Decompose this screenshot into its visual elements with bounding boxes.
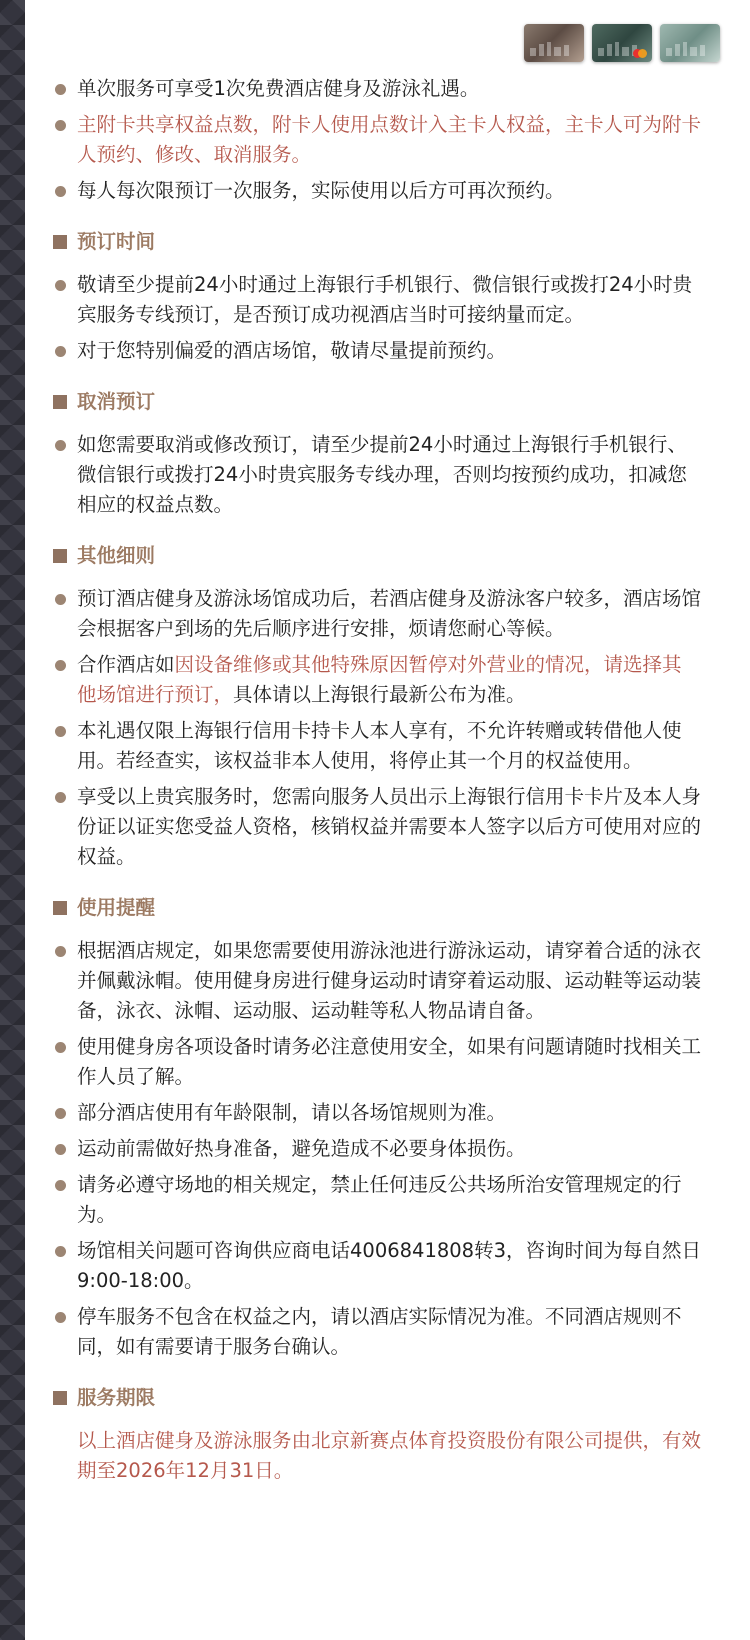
list-item: 对于您特别偏爱的酒店场馆，敬请尽量提前预约。: [53, 336, 701, 366]
list-item: 请务必遵守场地的相关规定，禁止任何违反公共场所治安管理规定的行为。: [53, 1170, 701, 1230]
list-item: 停车服务不包含在权益之内，请以酒店实际情况为准。不同酒店规则不同，如有需要请于服务台确认。: [53, 1302, 701, 1362]
list-item-text: 合作酒店如: [77, 653, 175, 676]
list-item: 根据酒店规定，如果您需要使用游泳池进行游泳运动，请穿着合适的泳衣并佩戴泳帽。使用健身房进行健身运动时请穿着运动服、运动鞋等运动装备，泳衣、泳帽、运动服、运动鞋等私人物品请自备。: [53, 936, 701, 1026]
list-item: [53, 650, 701, 710]
list-item: 敬请至少提前24小时通过上海银行手机银行、微信银行或拨打24小时贵宾服务专线预订，是否预订成功视酒店当时可接纳量而定。: [53, 270, 701, 330]
list-item: 享受以上贵宾服务时，您需向服务人员出示上海银行信用卡卡片及本人身份证以证实您受益人资格，核销权益并需要本人签字以后方可使用对应的权益。: [53, 782, 701, 872]
card-images-group: [524, 24, 720, 62]
list-item: 如您需要取消或修改预订，请至少提前24小时通过上海银行手机银行、微信银行或拨打24小时贵宾服务专线办理，否则均按预约成功，扣减您相应的权益点数。: [53, 430, 701, 520]
list-item: 单次服务可享受1次免费酒店健身及游泳礼遇。: [53, 74, 701, 104]
credit-card-image-3: [660, 24, 720, 62]
list-item: 每人每次限预订一次服务，实际使用以后方可再次预约。: [53, 176, 701, 206]
list-item: 本礼遇仅限上海银行信用卡持卡人本人享有，不允许转赠或转借他人使用。若经查实，该权益非本人使用，将停止其一个月的权益使用。: [53, 716, 701, 776]
list-item: 使用健身房各项设备时请务必注意使用安全，如果有问题请随时找相关工作人员了解。: [53, 1032, 701, 1092]
list-item: 运动前需做好热身准备，避免造成不必要身体损伤。: [53, 1134, 701, 1164]
mastercard-logo-icon: [633, 49, 647, 58]
section-title-usage-reminder: 使用提醒: [53, 894, 701, 922]
list-item: 部分酒店使用有年龄限制，请以各场馆规则为准。: [53, 1098, 701, 1128]
terms-content: [53, 74, 701, 1486]
section-title-booking-time: 预订时间: [53, 228, 701, 256]
decorative-side-band: [0, 0, 25, 1640]
card-skyline-graphic: [530, 42, 578, 56]
list-item-text: 具体请以上海银行最新公布为准。: [233, 683, 526, 706]
section-title-cancel-booking: 取消预订: [53, 388, 701, 416]
list-item: 场馆相关问题可咨询供应商电话4006841808转3，咨询时间为每自然日9:00-18:00。: [53, 1236, 701, 1296]
list-item-highlight: 主附卡共享权益点数，附卡人使用点数计入主卡人权益，主卡人可为附卡人预约、修改、取消服务。: [53, 110, 701, 170]
credit-card-image-2: [592, 24, 652, 62]
list-item: 预订酒店健身及游泳场馆成功后，若酒店健身及游泳客户较多，酒店场馆会根据客户到场的先后顺序进行安排，烦请您耐心等候。: [53, 584, 701, 644]
credit-card-image-1: [524, 24, 584, 62]
section-title-service-period: 服务期限: [53, 1384, 701, 1412]
service-period-text: 以上酒店健身及游泳服务由北京新赛点体育投资股份有限公司提供，有效期至2026年12月31日。: [77, 1429, 702, 1482]
list-item-highlight-text: 因设备维修或其他特殊原因暂停对外营业的情况，请选择其他场馆进行预订，: [77, 653, 682, 706]
section-title-other-rules: 其他细则: [53, 542, 701, 570]
card-skyline-graphic: [666, 42, 714, 56]
